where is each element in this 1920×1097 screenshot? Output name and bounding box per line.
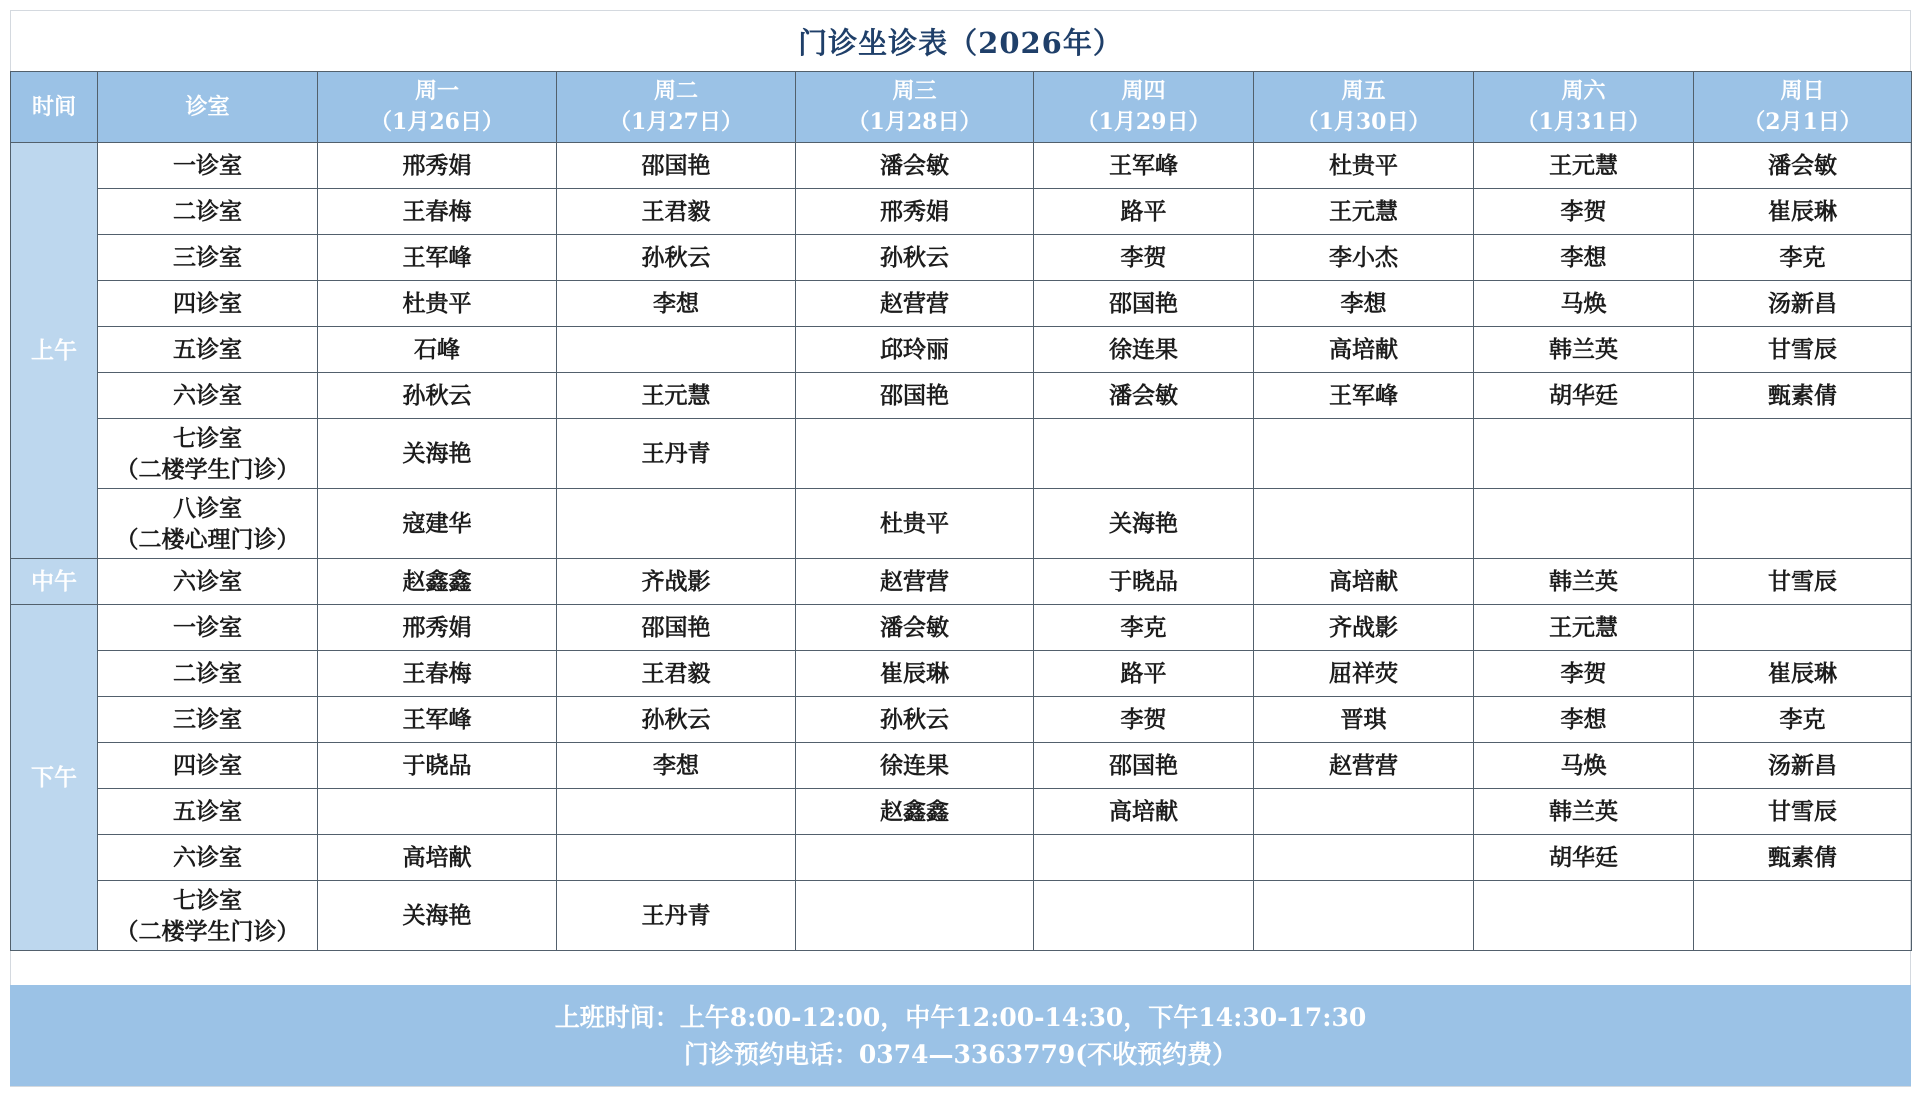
schedule-row [11,281,1912,327]
doctor-cell [1034,881,1254,951]
doctor-cell: 王君毅 [557,189,796,235]
day-date: （1月31日） [1516,109,1651,135]
doctor-cell [1034,835,1254,881]
room-cell [98,235,318,281]
doctor-cell: 李想 [1474,235,1694,281]
doctor-cell [796,835,1034,881]
doctor-cell: 韩兰英 [1474,559,1694,605]
doctor-cell: 甄素倩 [1694,835,1912,881]
doctor-cell: 李克 [1694,235,1912,281]
header-day-thu [1034,72,1254,143]
doctor-cell: 汤新昌 [1694,743,1912,789]
doctor-cell: 王君毅 [557,651,796,697]
day-name: 周日 [1780,78,1825,104]
room-cell [98,419,318,489]
room-cell [98,835,318,881]
doctor-cell: 徐连果 [1034,327,1254,373]
doctor-cell: 于晓品 [318,743,557,789]
schedule-row [11,143,1912,189]
schedule-row [11,789,1912,835]
schedule-row [11,881,1912,951]
header-day-wed [796,72,1034,143]
header-room: 诊室 [98,72,318,143]
doctor-cell [1254,489,1474,559]
doctor-cell: 李克 [1694,697,1912,743]
schedule-row [11,605,1912,651]
footer-phone: 门诊预约电话：0374—3363779(不收预约费） [683,1039,1238,1069]
doctor-cell [1694,605,1912,651]
doctor-cell: 胡华廷 [1474,835,1694,881]
footer-info [10,985,1911,1086]
doctor-cell: 王军峰 [318,697,557,743]
doctor-cell: 甘雪辰 [1694,789,1912,835]
room-cell [98,373,318,419]
room-subtitle: （二楼心理门诊） [115,525,300,553]
doctor-cell: 关海艳 [1034,489,1254,559]
doctor-cell: 齐战影 [1254,605,1474,651]
doctor-cell: 潘会敏 [796,605,1034,651]
header-day-sun [1694,72,1912,143]
doctor-cell: 王元慧 [557,373,796,419]
footer-hours: 上班时间：上午8:00-12:00，中午12:00-14:30，下午14:30-17:30 [554,1002,1367,1032]
doctor-cell [1034,419,1254,489]
room-cell [98,489,318,559]
room-cell [98,743,318,789]
room-cell [98,143,318,189]
period-label: 上午 [11,143,98,559]
doctor-cell: 孙秋云 [318,373,557,419]
doctor-cell [1694,489,1912,559]
day-name: 周一 [414,78,459,104]
doctor-cell: 王丹青 [557,419,796,489]
doctor-cell: 李克 [1034,605,1254,651]
room-name: 五诊室 [173,798,242,825]
room-name: 一诊室 [173,152,242,179]
doctor-cell: 杜贵平 [318,281,557,327]
doctor-cell: 赵营营 [796,281,1034,327]
header-time: 时间 [11,72,98,143]
doctor-cell: 王元慧 [1474,605,1694,651]
day-name: 周三 [892,78,937,104]
header-day-fri [1254,72,1474,143]
day-date: （1月30日） [1296,109,1431,135]
doctor-cell: 王军峰 [1254,373,1474,419]
period-label: 中午 [11,559,98,605]
doctor-cell: 汤新昌 [1694,281,1912,327]
schedule-row [11,835,1912,881]
day-name: 周四 [1121,78,1166,104]
doctor-cell [1254,789,1474,835]
day-date: （1月27日） [609,109,743,135]
room-cell [98,559,318,605]
doctor-cell: 李想 [1254,281,1474,327]
doctor-cell: 关海艳 [318,881,557,951]
doctor-cell: 石峰 [318,327,557,373]
schedule-row [11,189,1912,235]
doctor-cell: 高培献 [1254,559,1474,605]
doctor-cell [796,881,1034,951]
doctor-cell [1254,835,1474,881]
doctor-cell: 徐连果 [796,743,1034,789]
schedule-row [11,559,1912,605]
doctor-cell: 崔辰琳 [1694,651,1912,697]
room-name: 八诊室 [173,494,242,522]
header-day-mon [318,72,557,143]
doctor-cell: 高培献 [1034,789,1254,835]
doctor-cell [557,789,796,835]
doctor-cell: 王春梅 [318,651,557,697]
doctor-cell [1474,881,1694,951]
doctor-cell: 邵国艳 [557,605,796,651]
doctor-cell: 甘雪辰 [1694,327,1912,373]
doctor-cell [557,327,796,373]
doctor-cell [1694,881,1912,951]
schedule-row [11,651,1912,697]
room-cell [98,189,318,235]
day-name: 周五 [1341,78,1386,104]
doctor-cell: 孙秋云 [557,697,796,743]
doctor-cell: 赵鑫鑫 [318,559,557,605]
doctor-cell: 马焕 [1474,743,1694,789]
doctor-cell: 孙秋云 [796,697,1034,743]
doctor-cell: 潘会敏 [796,143,1034,189]
doctor-cell: 孙秋云 [796,235,1034,281]
doctor-cell [1254,419,1474,489]
doctor-cell: 邵国艳 [796,373,1034,419]
doctor-cell [557,835,796,881]
room-name: 二诊室 [173,198,242,225]
doctor-cell: 胡华廷 [1474,373,1694,419]
doctor-cell: 邢秀娟 [796,189,1034,235]
day-date: （1月26日） [370,109,504,135]
doctor-cell [796,419,1034,489]
doctor-cell: 李小杰 [1254,235,1474,281]
doctor-cell: 关海艳 [318,419,557,489]
doctor-cell: 齐战影 [557,559,796,605]
doctor-cell: 赵营营 [796,559,1034,605]
doctor-cell: 崔辰琳 [1694,189,1912,235]
doctor-cell [1694,419,1912,489]
schedule-body [11,143,1912,951]
doctor-cell: 马焕 [1474,281,1694,327]
doctor-cell [1474,419,1694,489]
room-cell [98,789,318,835]
doctor-cell: 崔辰琳 [796,651,1034,697]
doctor-cell: 高培献 [318,835,557,881]
doctor-cell: 韩兰英 [1474,327,1694,373]
schedule-row [11,743,1912,789]
doctor-cell: 王军峰 [1034,143,1254,189]
doctor-cell: 王元慧 [1254,189,1474,235]
doctor-cell: 李想 [1474,697,1694,743]
room-name: 四诊室 [173,752,242,779]
room-name: 四诊室 [173,290,242,317]
doctor-cell: 甘雪辰 [1694,559,1912,605]
day-date: （1月29日） [1076,109,1211,135]
doctor-cell: 邢秀娟 [318,605,557,651]
schedule-row [11,235,1912,281]
doctor-cell: 邵国艳 [1034,743,1254,789]
doctor-cell: 晋琪 [1254,697,1474,743]
doctor-cell: 赵营营 [1254,743,1474,789]
room-cell [98,697,318,743]
header-day-sat [1474,72,1694,143]
day-date: （1月28日） [847,109,982,135]
schedule-row [11,419,1912,489]
header-day-tue [557,72,796,143]
doctor-cell [1254,881,1474,951]
doctor-cell: 李贺 [1034,235,1254,281]
room-name: 二诊室 [173,660,242,687]
doctor-cell: 屈祥荧 [1254,651,1474,697]
room-name: 一诊室 [173,614,242,641]
day-date: （2月1日） [1743,109,1862,135]
doctor-cell: 李贺 [1034,697,1254,743]
room-name: 六诊室 [173,844,242,871]
doctor-cell [318,789,557,835]
doctor-cell: 王春梅 [318,189,557,235]
doctor-cell: 李贺 [1474,651,1694,697]
day-name: 周二 [653,78,698,104]
page-title: 门诊坐诊表（2026年） [798,25,1123,60]
doctor-cell: 高培献 [1254,327,1474,373]
room-subtitle: （二楼学生门诊） [115,455,300,483]
doctor-cell: 寇建华 [318,489,557,559]
room-name: 三诊室 [173,706,242,733]
room-name: 六诊室 [173,568,242,595]
header-row [11,72,1912,143]
doctor-cell: 于晓品 [1034,559,1254,605]
doctor-cell: 孙秋云 [557,235,796,281]
doctor-cell: 路平 [1034,651,1254,697]
room-cell [98,281,318,327]
doctor-cell: 邱玲丽 [796,327,1034,373]
room-cell [98,881,318,951]
room-name: 六诊室 [173,382,242,409]
schedule-row [11,373,1912,419]
doctor-cell: 邵国艳 [1034,281,1254,327]
doctor-cell: 王元慧 [1474,143,1694,189]
doctor-cell: 李想 [557,281,796,327]
room-name: 三诊室 [173,244,242,271]
doctor-cell [557,489,796,559]
room-name: 五诊室 [173,336,242,363]
doctor-cell: 邢秀娟 [318,143,557,189]
doctor-cell: 赵鑫鑫 [796,789,1034,835]
doctor-cell: 杜贵平 [1254,143,1474,189]
doctor-cell [1474,489,1694,559]
period-label: 下午 [11,605,98,951]
clinic-schedule-table [10,71,1912,951]
doctor-cell: 韩兰英 [1474,789,1694,835]
doctor-cell: 杜贵平 [796,489,1034,559]
doctor-cell: 李想 [557,743,796,789]
room-subtitle: （二楼学生门诊） [115,917,300,945]
doctor-cell: 甄素倩 [1694,373,1912,419]
day-name: 周六 [1561,78,1606,104]
doctor-cell: 路平 [1034,189,1254,235]
schedule-row [11,327,1912,373]
doctor-cell: 李贺 [1474,189,1694,235]
room-cell [98,327,318,373]
room-name: 七诊室 [173,886,242,914]
schedule-row [11,489,1912,559]
room-cell [98,605,318,651]
schedule-row [11,697,1912,743]
doctor-cell: 邵国艳 [557,143,796,189]
doctor-cell: 王丹青 [557,881,796,951]
doctor-cell: 王军峰 [318,235,557,281]
room-name: 七诊室 [173,424,242,452]
doctor-cell: 潘会敏 [1694,143,1912,189]
room-cell [98,651,318,697]
doctor-cell: 潘会敏 [1034,373,1254,419]
